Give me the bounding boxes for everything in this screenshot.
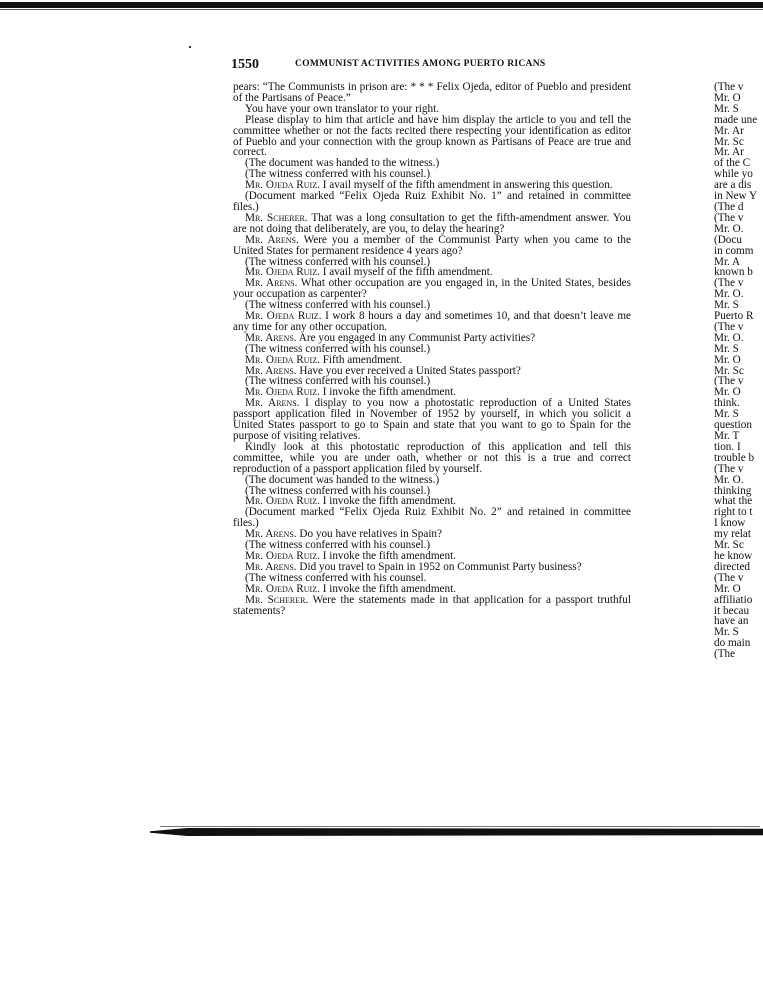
fragment-line: I know (714, 517, 746, 530)
fragment-line: (The v (714, 320, 744, 333)
fragment-line: (The (714, 648, 736, 661)
fragment-line: question (714, 419, 752, 432)
speaker-name: Mr. Ojeda Ruiz. (245, 266, 320, 279)
fragment-line: Mr. T (714, 430, 740, 442)
bottom-scan-rule (160, 826, 760, 827)
paragraph-text: Were you a member of the Communist Party when you came to the United States for permanent residence 4 years ago? (233, 233, 631, 257)
page-number: 1550 (231, 57, 259, 72)
paragraph-text: Did you travel to Spain in 1952 on Communist Party business? (299, 560, 582, 573)
speaker-name: Mr. Arens. (245, 528, 297, 541)
fragment-line: what the (714, 495, 753, 508)
fragment-line: trouble b (714, 451, 755, 464)
paragraph-text: Kindly look at this photostatic reproduction of this application and tell this committee, while you are under oath, whether or not this is a true and correct reproduction of a passport application filed by yourself. (233, 440, 631, 475)
fragment-line: affiliatio (714, 593, 753, 606)
transcript-paragraph (233, 442, 631, 475)
fragment-line: right to t (714, 506, 753, 519)
paragraph-text: I invoke the fifth amendment. (322, 582, 456, 595)
fragment-line: Mr. O (714, 91, 741, 104)
fragment-line: Mr. S (714, 102, 739, 115)
fragment-line: it becau (714, 604, 750, 617)
fragment-line: thinking (714, 484, 752, 497)
paragraph-text: (The witness conferred with his counsel.) (245, 342, 431, 355)
paragraph-text: (The document was handed to the witness.) (245, 157, 440, 170)
transcript-paragraph (233, 235, 631, 257)
paragraph-text: That was a long consultation to get the fifth-amendment answer. You are not doing that deliberately, are you, to delay the hearing? (233, 211, 631, 235)
paragraph-text: I avail myself of the fifth amendment. (322, 266, 493, 279)
transcript-paragraph (233, 115, 631, 159)
fragment-line: Mr. Sc (714, 539, 744, 552)
paragraph-text: What other occupation are you engaged in, in the United States, besides your occupation as carpenter? (233, 277, 631, 301)
speaker-name: Mr. Arens. (245, 331, 297, 344)
speaker-name: Mr. Arens. (245, 364, 297, 377)
paragraph-text: (The witness conferred with his counsel.) (245, 168, 431, 181)
fragment-line: (The v (714, 571, 744, 584)
fragment-line: in comm (714, 244, 754, 257)
paragraph-text: Were the statements made in that application for a passport truthful statements? (233, 593, 631, 617)
speaker-name: Mr. Ojeda Ruiz. (245, 179, 320, 192)
fragment-line: Mr. Sc (714, 135, 744, 148)
paragraph-text: (The witness conferred with his counsel.) (245, 255, 431, 268)
transcript-paragraph (233, 398, 631, 442)
paragraph-text: Do you have relatives in Spain? (299, 528, 442, 541)
transcript-column (233, 82, 631, 616)
paragraph-text: I invoke the fifth amendment. (322, 386, 456, 399)
speaker-name: Mr. Ojeda Ruiz. (245, 495, 320, 508)
transcript-paragraph (233, 595, 631, 617)
fragment-line: Mr. O (714, 386, 741, 399)
fragment-line: directed (714, 560, 751, 573)
fragment-line: Mr. O. (714, 288, 744, 301)
fragment-line: Mr. S (714, 626, 739, 639)
fragment-line: Mr. O (714, 353, 741, 366)
speaker-name: Mr. Arens. (245, 397, 300, 410)
running-head: COMMUNIST ACTIVITIES AMONG PUERTO RICANS (295, 59, 546, 69)
fragment-line: Mr. S (714, 408, 739, 421)
adjacent-page-fragment-column (714, 82, 763, 660)
scan-speck (189, 46, 191, 48)
fragment-line: in New Y (714, 190, 758, 203)
paragraph-text: (The witness conferred with his counsel.) (245, 484, 431, 497)
transcript-paragraph (233, 191, 631, 213)
fragment-line: have an (714, 615, 749, 628)
paragraph-text: I work 8 hours a day and sometimes 10, and that doesn’t leave me any time for any other occupation. (233, 310, 631, 333)
fragment-line: he know (714, 549, 753, 562)
bottom-scan-border (150, 828, 763, 836)
fragment-line: (The v (714, 211, 744, 224)
paragraph-text: (The witness conferred with his counsel.) (245, 539, 431, 552)
transcript-paragraph (233, 213, 631, 235)
paragraph-text: pears: “The Communists in prison are: * * * Felix Ojeda, editor of Pueblo and president of the Partisans of Peace.” (233, 81, 631, 104)
fragment-line: are a dis (714, 179, 752, 192)
paragraph-text: (The witness conferred with his counsel.) (245, 375, 431, 388)
fragment-line: Mr. O. (714, 222, 744, 235)
top-scan-border (0, 2, 763, 8)
speaker-name: Mr. Scherer. (245, 211, 308, 224)
paragraph-text: You have your own translator to your right. (245, 102, 439, 115)
fragment-line: Mr. O. (714, 331, 744, 344)
paragraph-text: (The witness conferred with his counsel.) (245, 299, 431, 312)
speaker-name: Mr. Ojeda Ruiz. (245, 353, 320, 366)
transcript-paragraph (233, 311, 631, 333)
paragraph-text: Are you engaged in any Communist Party activities? (298, 331, 536, 344)
speaker-name: Mr. Ojeda Ruiz. (245, 310, 322, 323)
fragment-line: think. (714, 397, 740, 410)
speaker-name: Mr. Ojeda Ruiz. (245, 386, 320, 399)
fragment-line: while yo (714, 168, 753, 181)
paragraph-text: I avail myself of the fifth amendment in answering this question. (322, 179, 613, 192)
fragment-line: (The v (714, 277, 744, 290)
fragment-line: Mr. S (714, 342, 739, 355)
paragraph-text: Fifth amendment. (322, 353, 403, 366)
transcript-paragraph (233, 507, 631, 529)
paragraph-text: I invoke the fifth amendment. (322, 495, 456, 508)
fragment-line: Mr. O (714, 582, 741, 595)
fragment-line: (The d (714, 200, 744, 213)
top-scan-rule (0, 9, 763, 10)
paragraph-text: (The document was handed to the witness.) (245, 473, 440, 486)
fragment-line: of the C (714, 157, 751, 170)
paragraph-text: Please display to him that article and have him display the article to you and tell the committee whether or not the facts recited there respecting your identification as editor of Pueblo and your connection with the group known as Partisans of Peace are true and correct. (233, 113, 631, 159)
fragment-line: Mr. O. (714, 473, 744, 486)
paragraph-text: (The witness conferred with his counsel. (245, 571, 427, 584)
paragraph-text: I display to you now a photostatic reproduction of a United States passport application filed in November of 1952 by yourself, in which you solicit a United States passport to go to Spain and state that you want to go to Spain for the purpose of visiting relatives. (233, 397, 631, 442)
speaker-name: Mr. Arens. (245, 277, 298, 290)
paragraph-text: (Document marked “Felix Ojeda Ruiz Exhibit No. 1” and retained in committee files.) (233, 190, 631, 213)
fragment-line: Puerto R (714, 310, 754, 323)
fragment-line: known b (714, 266, 753, 279)
fragment-line: (The v (714, 375, 744, 388)
fragment-line: (The v (714, 82, 744, 93)
fragment-line: made une (714, 113, 758, 126)
speaker-name: Mr. Arens. (245, 560, 297, 573)
fragment-line: Mr. Ar (714, 124, 744, 137)
transcript-paragraph (233, 278, 631, 300)
fragment-line: Mr. Ar (714, 146, 744, 159)
fragment-line: tion. I (714, 440, 741, 453)
fragment-line: do main (714, 637, 751, 650)
fragment-line: Mr. Sc (714, 364, 744, 377)
speaker-name: Mr. Scherer. (245, 593, 309, 606)
fragment-line: Mr. S (714, 299, 739, 312)
fragment-line: Mr. A (714, 255, 741, 268)
speaker-name: Mr. Ojeda Ruiz. (245, 582, 320, 595)
fragment-line: (The v (714, 462, 744, 475)
speaker-name: Mr. Ojeda Ruiz. (245, 549, 320, 562)
page-header (231, 57, 641, 73)
speaker-name: Mr. Arens. (245, 233, 299, 246)
fragment-line: (Docu (714, 233, 742, 246)
paragraph-text: I invoke the fifth amendment. (322, 549, 456, 562)
fragment-line: my relat (714, 528, 751, 541)
transcript-paragraph (233, 82, 631, 104)
paragraph-text: (Document marked “Felix Ojeda Ruiz Exhibit No. 2” and retained in committee files.) (233, 506, 631, 530)
paragraph-text: Have you ever received a United States passport? (299, 364, 521, 377)
